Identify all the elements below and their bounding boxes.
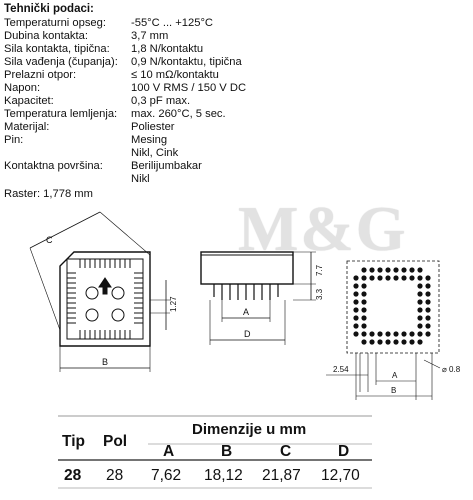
pad-dot: [353, 299, 358, 304]
pad-dot: [369, 331, 374, 336]
spec-label: Sila vađenja (čupanja):: [4, 56, 118, 68]
pad-dot: [417, 331, 422, 336]
pad-dot: [377, 267, 382, 272]
footprint-drawing: [326, 261, 440, 400]
spec-label: Kapacitet:: [4, 95, 54, 107]
pad-dot: [425, 283, 430, 288]
pad-dot: [425, 331, 430, 336]
pad-dot: [369, 267, 374, 272]
dim-08-label: ⌀ 0.8: [442, 365, 461, 374]
pad-dot: [361, 299, 366, 304]
row-d-cell: 12,70: [321, 467, 360, 484]
spec-row: [4, 69, 246, 82]
pad-dot: [385, 339, 390, 344]
spec-label: Pin:: [4, 134, 24, 146]
pad-dot: [353, 307, 358, 312]
pad-dot: [377, 275, 382, 280]
pad-dot: [385, 267, 390, 272]
group-header: Dimenzije u mm: [192, 421, 307, 438]
pad-dot: [361, 331, 366, 336]
dim-33-label: 3.3: [315, 288, 324, 300]
pad-dot: [409, 339, 414, 344]
pad-dot: [409, 331, 414, 336]
pad-dot: [425, 291, 430, 296]
pad-dot: [353, 315, 358, 320]
pad-dot: [425, 275, 430, 280]
pad-dot: [385, 331, 390, 336]
pad-dot: [361, 323, 366, 328]
pad-dot: [353, 291, 358, 296]
dim-b-fp-label: B: [391, 386, 397, 395]
spec-row: [4, 56, 246, 69]
spec-label: Dubina kontakta:: [4, 30, 88, 42]
spec-label: Temperatura lemljenja:: [4, 108, 118, 120]
pad-dot: [361, 291, 366, 296]
pad-dot: [401, 331, 406, 336]
spec-label: Sila kontakta, tipična:: [4, 43, 110, 55]
pad-dot: [385, 275, 390, 280]
pad-dot: [361, 315, 366, 320]
row-tip-cell: 28: [64, 467, 82, 484]
spec-label: Kontaktna površina:: [4, 160, 103, 172]
technical-drawings: [0, 200, 473, 415]
spec-row: [4, 121, 246, 134]
specs-heading: Tehnički podaci:: [4, 3, 94, 15]
spec-label: Temperaturni opseg:: [4, 17, 106, 29]
spec-row: [4, 82, 246, 95]
spec-value: 3,7 mm: [131, 30, 169, 42]
pad-dot: [401, 275, 406, 280]
pad-dot: [409, 275, 414, 280]
col-c-header: C: [280, 443, 292, 460]
spec-row: [4, 134, 246, 160]
pad-dot: [377, 331, 382, 336]
raster-note: Raster: 1,778 mm: [4, 188, 93, 200]
dim-127-label: 1.27: [169, 296, 178, 312]
pad-dot: [425, 307, 430, 312]
pad-dot: [401, 267, 406, 272]
pad-dot: [417, 299, 422, 304]
pad-dot: [377, 339, 382, 344]
pad-dot: [425, 323, 430, 328]
row-a-cell: 7,62: [151, 467, 182, 484]
spec-value: 100 V RMS / 150 V DC: [131, 82, 247, 94]
pad-dot: [361, 339, 366, 344]
pad-dot: [353, 283, 358, 288]
spec-value: 0,9 N/kontaktu, tipična: [131, 56, 242, 68]
pad-dot: [361, 307, 366, 312]
pad-dot: [417, 307, 422, 312]
footprint-pads: [353, 267, 430, 344]
col-tip-header: Tip: [62, 433, 85, 450]
spec-row: [4, 95, 246, 108]
pad-dot: [417, 323, 422, 328]
pad-dot: [401, 339, 406, 344]
pad-dot: [393, 339, 398, 344]
pad-dot: [417, 339, 422, 344]
row-c-cell: 21,87: [262, 467, 301, 484]
spec-row: [4, 160, 246, 186]
row-b-cell: 18,12: [204, 467, 243, 484]
pad-dot: [417, 291, 422, 296]
pad-dot: [369, 339, 374, 344]
spec-row: [4, 43, 246, 56]
spec-label: Materijal:: [4, 121, 50, 133]
col-pol-header: Pol: [103, 433, 128, 450]
spec-row: [4, 17, 246, 30]
pad-dot: [353, 275, 358, 280]
watermark-logo: M&G: [238, 193, 408, 264]
pad-dot: [417, 315, 422, 320]
pad-dot: [393, 267, 398, 272]
row-pol-cell: 28: [106, 467, 124, 484]
pad-dot: [425, 315, 430, 320]
side-view-drawing: [201, 252, 316, 345]
dim-254-label: 2.54: [333, 365, 349, 374]
pad-dot: [353, 331, 358, 336]
pad-dot: [361, 267, 366, 272]
dim-a-side-label: A: [243, 307, 250, 317]
spec-value: max. 260°C, 5 sec.: [131, 108, 226, 120]
pad-dot: [425, 299, 430, 304]
spec-row: [4, 30, 246, 43]
pad-dot: [417, 283, 422, 288]
col-a-header: A: [163, 443, 175, 460]
pad-dot: [417, 267, 422, 272]
pad-dot: [353, 323, 358, 328]
spec-value: Berilijumbakar Nikl: [131, 160, 202, 185]
dim-b-label: B: [102, 357, 109, 367]
spec-value: 0,3 pF max.: [131, 95, 191, 107]
pad-dot: [417, 275, 422, 280]
pad-dot: [361, 283, 366, 288]
spec-label: Prelazni otpor:: [4, 69, 77, 81]
spec-row: [4, 108, 246, 121]
col-d-header: D: [338, 443, 350, 460]
spec-value: Poliester: [131, 121, 175, 133]
pad-dot: [369, 275, 374, 280]
spec-value: -55°C ... +125°C: [131, 17, 214, 29]
dim-77-label: 7.7: [315, 264, 324, 276]
spec-value: 1,8 N/kontaktu: [131, 43, 204, 55]
dim-a-fp-label: A: [392, 371, 398, 380]
dim-c-label: C: [46, 235, 53, 245]
dim-d-side-label: D: [244, 329, 251, 339]
col-b-header: B: [221, 443, 233, 460]
spec-label: Napon:: [4, 82, 41, 94]
pad-dot: [393, 275, 398, 280]
pad-dot: [393, 331, 398, 336]
spec-value: Mesing Nikl, Cink: [131, 134, 179, 159]
specs-list: [4, 17, 246, 186]
pad-dot: [409, 267, 414, 272]
spec-value: ≤ 10 mΩ/kontaktu: [131, 69, 219, 81]
pad-dot: [361, 275, 366, 280]
